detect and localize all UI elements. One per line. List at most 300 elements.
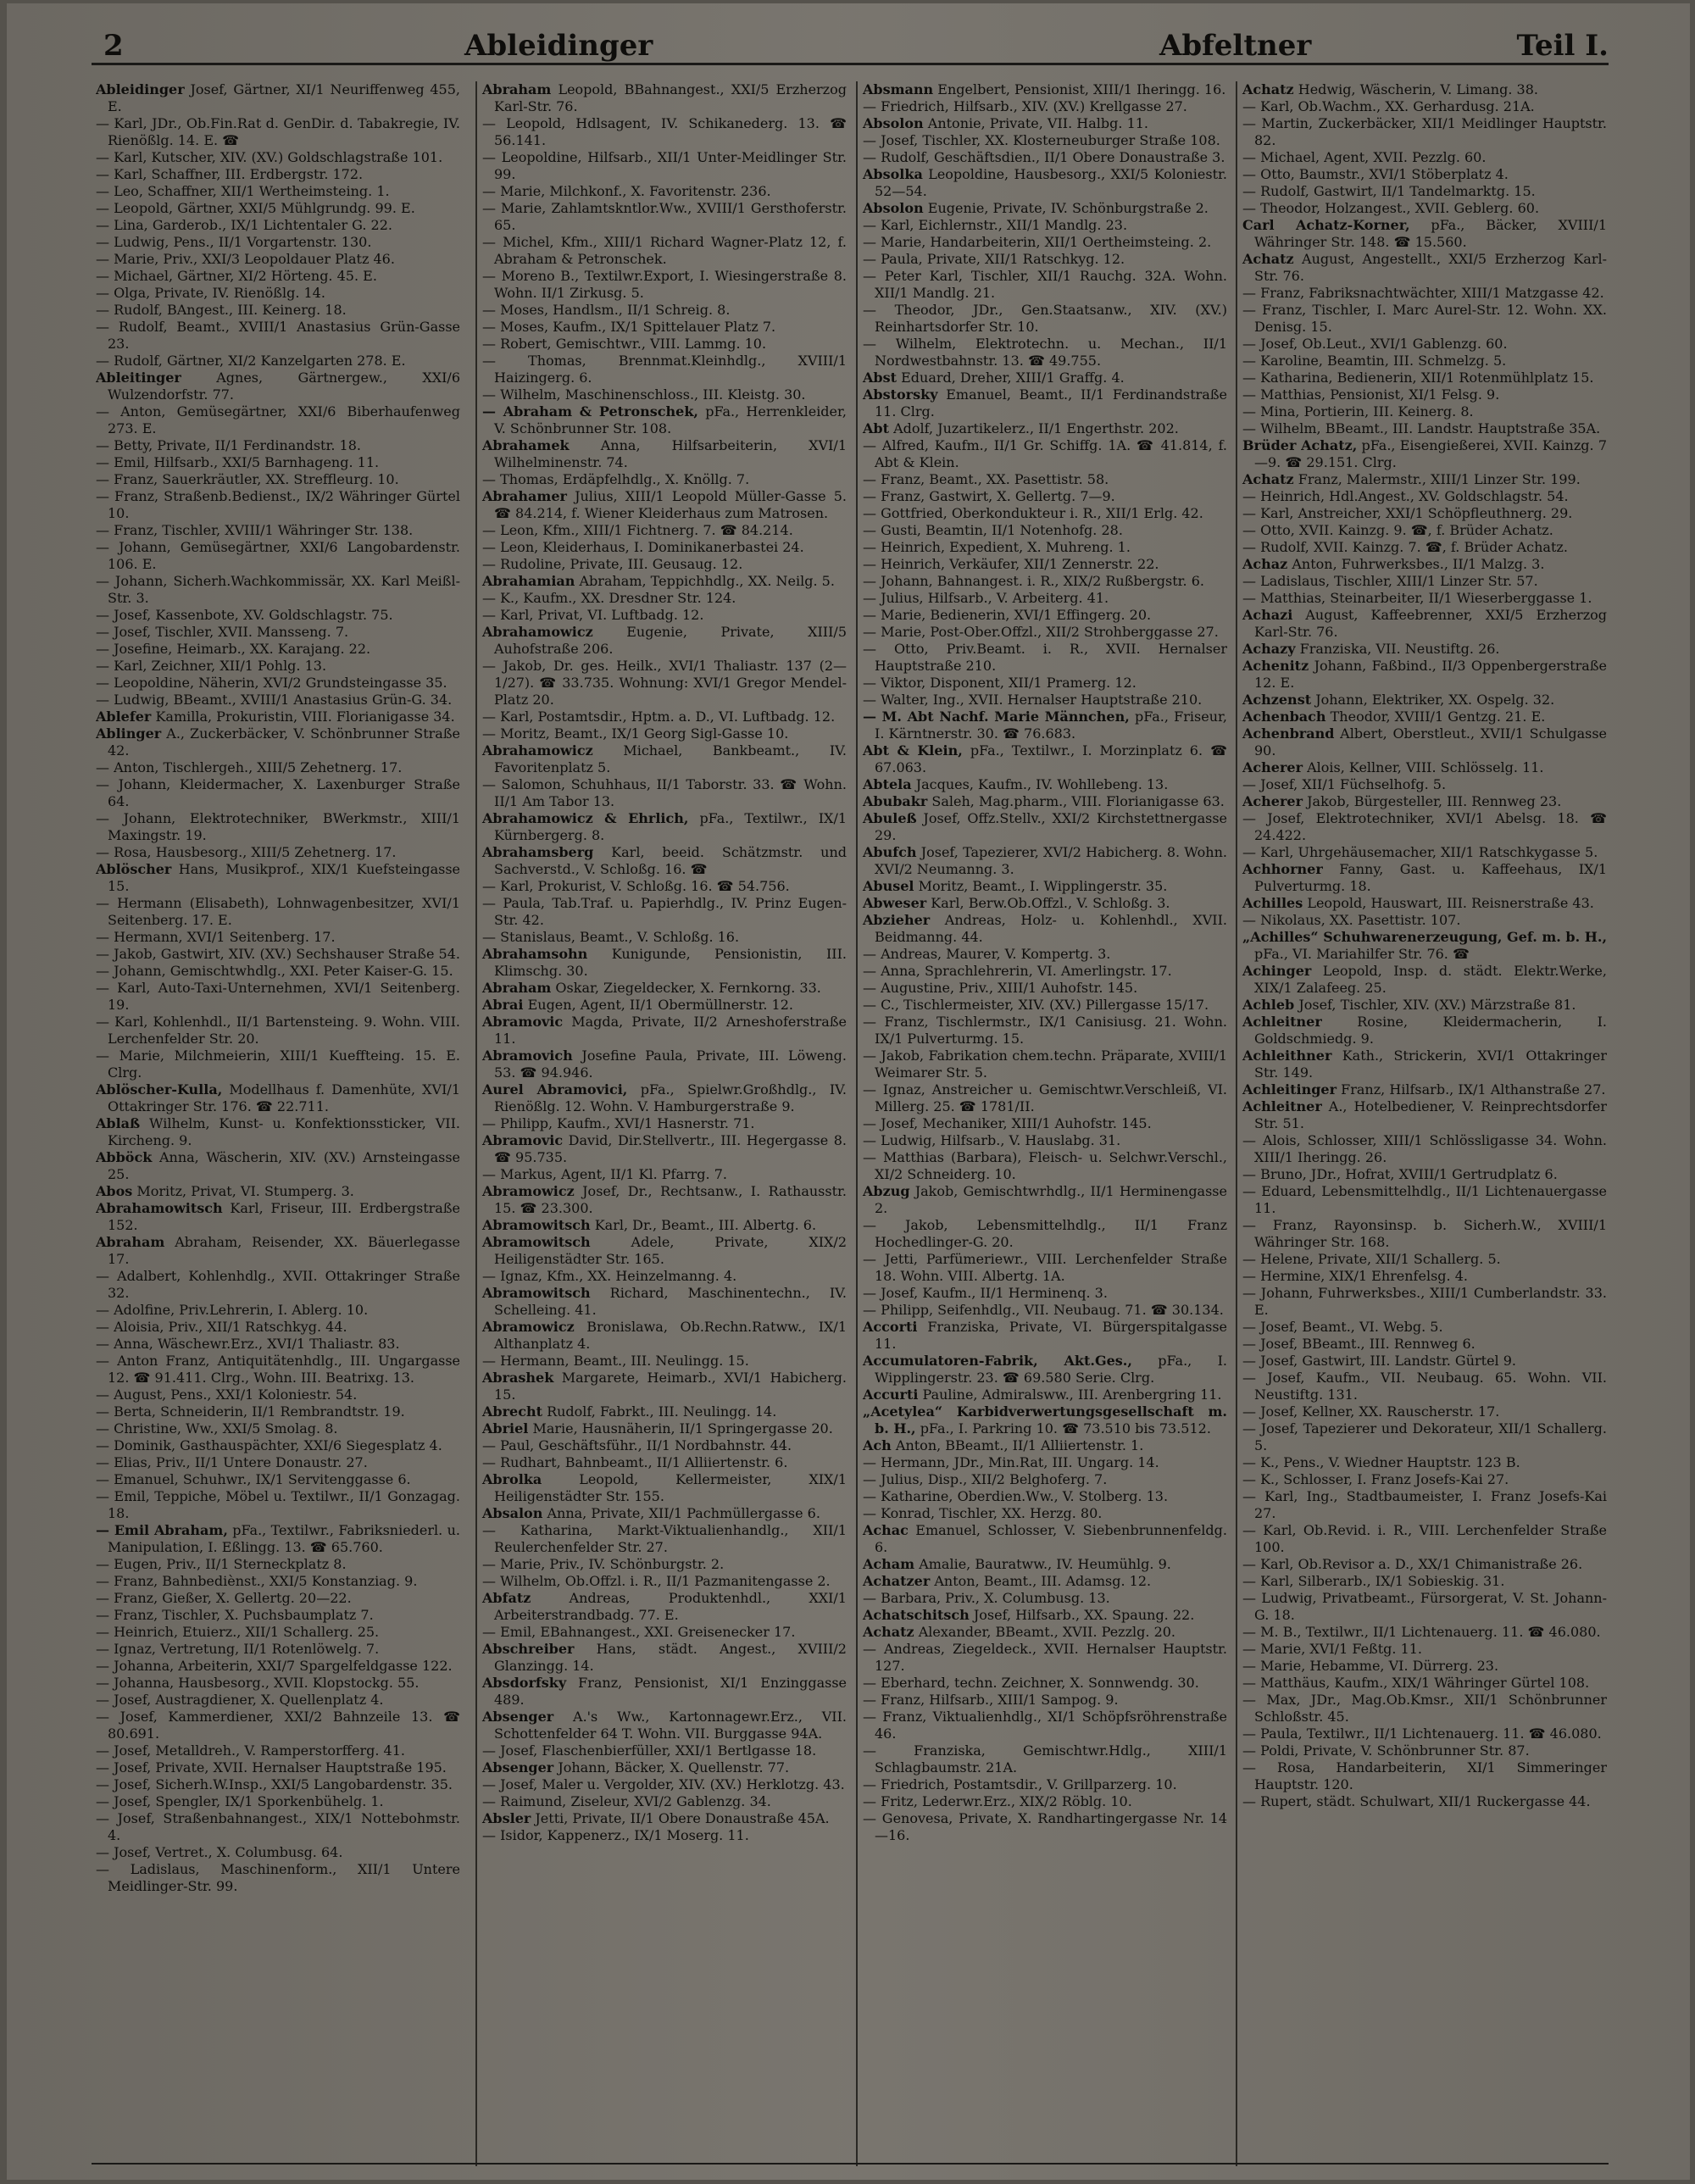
entry-details: — Leon, Kfm., XIII/1 Fichtnerg. 7. ☎ 84.214. bbox=[482, 522, 793, 538]
entry-details: — Leopold, Gärtner, XXI/5 Mühlgrundg. 99. E. bbox=[96, 200, 415, 216]
entry-details: Richard, Maschinentechn., IV. Schelleing. 41. bbox=[494, 1285, 847, 1318]
entry-surname: Achleitner bbox=[1242, 1098, 1322, 1114]
entry-details: — Max, JDr., Mag.Ob.Kmsr., XII/1 Schönbrunner Schloßstr. 45. bbox=[1242, 1692, 1607, 1725]
entry-details: — Eberhard, techn. Zeichner, X. Sonnwendg. 30. bbox=[863, 1675, 1199, 1691]
entry-details: — Rosa, Hausbesorg., XIII/5 Zehetnerg. 17. bbox=[96, 844, 397, 860]
entry-details: — Philipp, Kaufm., XVI/1 Hasnerstr. 71. bbox=[482, 1115, 755, 1131]
entry-surname: Achatz bbox=[1242, 471, 1294, 487]
directory-entry bbox=[863, 1624, 1227, 1641]
entry-surname: Achazi bbox=[1242, 607, 1293, 623]
directory-entry bbox=[96, 980, 460, 1014]
entry-details: Rudolf, Fabrkt., III. Neulingg. 14. bbox=[547, 1403, 777, 1420]
entry-details: — Wilhelm, Maschinenschloss., III. Kleistg. 30. bbox=[482, 386, 806, 403]
entry-details: — Franz, Bahnbediènst., XXI/5 Konstanziag. 9. bbox=[96, 1573, 418, 1589]
entry-details: — Marie, Handarbeiterin, XII/1 Oertheimsteing. 2. bbox=[863, 234, 1212, 250]
entry-surname: Abt bbox=[863, 420, 889, 436]
entry-details: Franz, Hilfsarb., IX/1 Althanstraße 27. bbox=[1341, 1081, 1606, 1098]
entry-details: — Josef, BBeamt., III. Rennweg 6. bbox=[1242, 1336, 1475, 1352]
directory-entry bbox=[863, 1454, 1227, 1471]
entry-details: — Johann, Bahnangest. i. R., XIX/2 Rußbergstr. 6. bbox=[863, 573, 1204, 589]
entry-details: — Josef, Private, XVII. Hernalser Hauptstraße 195. bbox=[96, 1759, 447, 1776]
entry-details: — Otto, Baumstr., XVI/1 Stöberplatz 4. bbox=[1242, 166, 1509, 182]
entry-details: Alois, Kellner, VIII. Schlösselg. 11. bbox=[1307, 759, 1544, 775]
entry-details: — Robert, Gemischtwr., VIII. Lammg. 10. bbox=[482, 336, 767, 352]
entry-surname: Abzieher bbox=[863, 912, 931, 928]
directory-entry bbox=[96, 403, 460, 437]
directory-entry bbox=[1242, 1285, 1607, 1319]
entry-details: — Karl, Silberarb., IX/1 Sobieskig. 31. bbox=[1242, 1573, 1505, 1589]
entry-details: Leopold, BBahnangest., XXI/5 Erzherzog Karl-Str. 76. bbox=[494, 81, 847, 114]
directory-entry bbox=[482, 624, 847, 658]
directory-entry bbox=[1242, 1590, 1607, 1624]
directory-entry bbox=[96, 1675, 460, 1692]
directory-entry bbox=[863, 590, 1227, 607]
entry-details: — Paula, Textilwr., II/1 Lichtenauerg. 11. ☎ 46.080. bbox=[1242, 1726, 1602, 1742]
entry-details: — Bruno, JDr., Hofrat, XVIII/1 Gertrudplatz 6. bbox=[1242, 1166, 1558, 1182]
directory-entry bbox=[96, 1387, 460, 1403]
entry-details: Magda, Private, II/2 Arneshoferstraße 11. bbox=[494, 1014, 847, 1047]
directory-entry bbox=[96, 1522, 460, 1556]
directory-entry bbox=[482, 1556, 847, 1573]
entry-details: — Karl, Ob.Revisor a. D., XX/1 Chimanistraße 26. bbox=[1242, 1556, 1583, 1572]
directory-entry bbox=[482, 234, 847, 268]
entry-surname: Abrashek bbox=[482, 1370, 554, 1386]
directory-entry bbox=[482, 1624, 847, 1641]
directory-entry bbox=[863, 1081, 1227, 1115]
directory-entry bbox=[96, 1353, 460, 1387]
entry-details: Albert, Oberstleut., XVII/1 Schulgasse 90. bbox=[1254, 725, 1607, 759]
directory-entry bbox=[863, 471, 1227, 488]
entry-details: — Emil, Teppiche, Möbel u. Textilwr., II/1 Gonzagag. 18. bbox=[96, 1488, 460, 1521]
directory-entry bbox=[1242, 1793, 1607, 1810]
directory-entry bbox=[482, 1014, 847, 1048]
entry-details: Eduard, Dreher, XIII/1 Graffg. 4. bbox=[901, 370, 1125, 386]
entry-details: — Rudolf, XVII. Kainzg. 7. ☎, f. Brüder Achatz. bbox=[1242, 539, 1568, 555]
entry-details: Julius, XIII/1 Leopold Müller-Gasse 5. ☎ 84.214, f. Wiener Kleiderhaus zum Matrosen. bbox=[494, 488, 847, 521]
directory-columns bbox=[96, 81, 1609, 2166]
directory-column-3 bbox=[856, 81, 1227, 2166]
entry-details: — Josef, Elektrotechniker, XVI/1 Abelsg. 18. ☎ 24.422. bbox=[1242, 810, 1607, 843]
directory-entry bbox=[863, 370, 1227, 386]
directory-entry bbox=[1242, 522, 1607, 539]
entry-details: — Lina, Garderob., IX/1 Lichtentaler G. 22. bbox=[96, 217, 392, 233]
entry-surname: Abrahamsberg bbox=[482, 844, 594, 860]
entry-details: Abraham, Reisender, XX. Bäuerlegasse 17. bbox=[108, 1234, 460, 1267]
entry-details: — Josef, Tischler, XVII. Mansseng. 7. bbox=[96, 624, 349, 640]
entry-surname: Abramovic bbox=[482, 1132, 564, 1148]
entry-details: — Josef, Kaufm., VII. Neubaug. 65. Wohn. VII. Neustiftg. 131. bbox=[1242, 1370, 1607, 1403]
entry-details: — Karl, Zeichner, XII/1 Pohlg. 13. bbox=[96, 658, 327, 674]
directory-entry bbox=[863, 742, 1227, 776]
entry-surname: Abramovic bbox=[482, 1014, 564, 1030]
entry-details: Antonie, Private, VII. Halbg. 11. bbox=[927, 115, 1149, 131]
directory-column-1 bbox=[96, 81, 460, 2166]
directory-entry bbox=[96, 115, 460, 149]
entry-surname: Abrahamian bbox=[482, 573, 575, 589]
directory-entry bbox=[96, 251, 460, 268]
directory-entry bbox=[96, 1420, 460, 1437]
directory-entry bbox=[863, 234, 1227, 251]
entry-details: — Olga, Private, IV. Rienößlg. 14. bbox=[96, 285, 325, 301]
directory-entry bbox=[96, 844, 460, 861]
directory-entry bbox=[1242, 1420, 1607, 1454]
entry-details: David, Dir.Stellvertr., III. Hegergasse 8. ☎ 95.735. bbox=[494, 1132, 847, 1165]
directory-entry bbox=[863, 912, 1227, 946]
entry-details: — Josef, Kassenbote, XV. Goldschlagstr. 75. bbox=[96, 607, 393, 623]
entry-details: Anna, Hilfsarbeiterin, XVI/1 Wilhelminenstr. 74. bbox=[494, 437, 847, 470]
entry-details: — Friedrich, Hilfsarb., XIV. (XV.) Krellgasse 27. bbox=[863, 98, 1187, 114]
entry-details: Pauline, Admiralsww., III. Arenbergring 11. bbox=[922, 1387, 1222, 1403]
entry-details: — Stanislaus, Beamt., V. Schloßg. 16. bbox=[482, 929, 740, 945]
entry-details: — Franz, Gastwirt, X. Gellertg. 7—9. bbox=[863, 488, 1115, 504]
entry-surname: Absler bbox=[482, 1810, 531, 1826]
directory-entry bbox=[482, 929, 847, 946]
entry-details: — Andreas, Ziegeldeck., XVII. Hernalser Hauptstr. 127. bbox=[863, 1641, 1227, 1674]
directory-entry bbox=[863, 1742, 1227, 1776]
directory-entry bbox=[96, 471, 460, 488]
directory-entry bbox=[863, 963, 1227, 980]
directory-entry bbox=[1242, 403, 1607, 420]
directory-entry bbox=[96, 234, 460, 251]
entry-surname: Achinger bbox=[1242, 963, 1312, 979]
directory-entry bbox=[96, 1403, 460, 1420]
directory-entry bbox=[482, 1268, 847, 1285]
entry-details: Marie, Hausnäherin, II/1 Springergasse 20. bbox=[532, 1420, 833, 1437]
entry-details: pFa., Textilwr., Fabriksniederl. u. Manipulation, I. Eßlingg. 13. ☎ 65.760. bbox=[108, 1522, 460, 1555]
entry-details: — Karl, Ob.Revid. i. R., VIII. Lerchenfelder Straße 100. bbox=[1242, 1522, 1607, 1555]
directory-entry bbox=[863, 386, 1227, 420]
directory-entry bbox=[1242, 437, 1607, 471]
directory-entry bbox=[1242, 1166, 1607, 1183]
directory-entry bbox=[1242, 1048, 1607, 1081]
directory-column-4 bbox=[1236, 81, 1607, 2166]
entry-details: Moritz, Beamt., I. Wipplingerstr. 35. bbox=[918, 878, 1168, 894]
entry-details: — Karl, JDr., Ob.Fin.Rat d. GenDir. d. Tabakregie, IV. Rienößlg. 14. E. ☎ bbox=[96, 115, 460, 148]
directory-entry bbox=[1242, 1522, 1607, 1556]
entry-details: — Karl, Privat, VI. Luftbadg. 12. bbox=[482, 607, 704, 623]
directory-entry bbox=[863, 1251, 1227, 1285]
directory-entry bbox=[1242, 539, 1607, 556]
directory-entry bbox=[482, 539, 847, 556]
directory-entry bbox=[482, 319, 847, 336]
directory-entry bbox=[1242, 725, 1607, 759]
entry-details: — Andreas, Maurer, V. Kompertg. 3. bbox=[863, 946, 1111, 962]
entry-details: Anna, Wäscherin, XIV. (XV.) Arnsteingasse 25. bbox=[108, 1149, 460, 1182]
entry-details: — K., Schlosser, I. Franz Josefs-Kai 27. bbox=[1242, 1471, 1509, 1487]
directory-entry bbox=[863, 1471, 1227, 1488]
directory-entry bbox=[863, 1437, 1227, 1454]
directory-entry bbox=[1242, 641, 1607, 658]
directory-entry bbox=[1242, 302, 1607, 336]
directory-entry bbox=[1242, 607, 1607, 641]
entry-details: — Berta, Schneiderin, II/1 Rembrandtstr. 19. bbox=[96, 1403, 405, 1420]
entry-details: Emanuel, Schlosser, V. Siebenbrunnenfeldg. 6. bbox=[875, 1522, 1227, 1555]
entry-details: — Ignaz, Kfm., XX. Heinzelmanng. 4. bbox=[482, 1268, 737, 1284]
directory-entry bbox=[482, 946, 847, 980]
directory-entry bbox=[1242, 1336, 1607, 1353]
directory-entry bbox=[482, 997, 847, 1014]
entry-details: — Leopoldine, Hilfsarb., XII/1 Unter-Meidlinger Str. 99. bbox=[482, 149, 847, 182]
directory-entry bbox=[1242, 251, 1607, 285]
entry-details: — Franz, Tischlermstr., IX/1 Canisiusg. 21. Wohn. IX/1 Pulverturmg. 15. bbox=[863, 1014, 1227, 1047]
entry-details: — Johann, Gemischtwhdlg., XXI. Peter Kaiser-G. 15. bbox=[96, 963, 453, 979]
directory-entry bbox=[96, 1488, 460, 1522]
entry-surname: Abramowitsch bbox=[482, 1234, 591, 1250]
entry-details: — Johann, Fuhrwerksbes., XIII/1 Cumberlandstr. 33. E. bbox=[1242, 1285, 1607, 1318]
entry-surname: Abrahamowitsch bbox=[96, 1200, 223, 1216]
entry-details: A., Zuckerbäcker, V. Schönbrunner Straße 42. bbox=[108, 725, 460, 759]
directory-entry bbox=[96, 1641, 460, 1658]
entry-surname: Abrahamer bbox=[482, 488, 567, 504]
entry-details: Adolf, Juzartikelerz., II/1 Engerthstr. 202. bbox=[893, 420, 1179, 436]
directory-entry bbox=[96, 895, 460, 929]
entry-details: — Anna, Wäschewr.Erz., XVI/1 Thaliastr. 83. bbox=[96, 1336, 400, 1352]
directory-entry bbox=[1242, 895, 1607, 912]
entry-details: — Karl, Kohlenhdl., II/1 Bartensteing. 9. Wohn. VIII. Lerchenfelder Str. 20. bbox=[96, 1014, 460, 1047]
entry-details: — Karl, Schaffner, III. Erdbergstr. 172. bbox=[96, 166, 364, 182]
directory-entry bbox=[1242, 183, 1607, 200]
directory-entry bbox=[1242, 1403, 1607, 1420]
entry-surname: — Abraham & Petronschek, bbox=[482, 403, 699, 420]
directory-entry bbox=[96, 166, 460, 183]
entry-details: — Karoline, Beamtin, III. Schmelzg. 5. bbox=[1242, 353, 1507, 369]
directory-entry bbox=[482, 895, 847, 929]
entry-details: — Peter Karl, Tischler, XII/1 Rauchg. 32A. Wohn. XII/1 Mandlg. 21. bbox=[863, 268, 1227, 301]
entry-details: pFa., VI. Mariahilfer Str. 76. ☎ bbox=[1254, 946, 1470, 962]
directory-entry bbox=[482, 183, 847, 200]
directory-entry bbox=[1242, 1454, 1607, 1471]
entry-details: — Johanna, Arbeiterin, XXI/7 Spargelfeldgasse 122. bbox=[96, 1658, 453, 1674]
entry-details: — Franz, Hilfsarb., XIII/1 Sampog. 9. bbox=[863, 1692, 1119, 1708]
directory-entry bbox=[482, 1166, 847, 1183]
entry-details: — Wilhelm, Elektrotechn. u. Mechan., II/1 Nordwestbahnstr. 13. ☎ 49.755. bbox=[863, 336, 1227, 369]
entry-details: — K., Kaufm., XX. Dresdner Str. 124. bbox=[482, 590, 736, 606]
entry-details: — Betty, Private, II/1 Ferdinandstr. 18. bbox=[96, 437, 361, 453]
directory-entry bbox=[482, 268, 847, 302]
entry-details: pFa., Friseur, I. Kärntnerstr. 30. ☎ 76.683. bbox=[875, 709, 1227, 742]
entry-surname: Achatz bbox=[1242, 81, 1294, 97]
entry-details: — Matthias, Pensionist, XI/1 Felsg. 9. bbox=[1242, 386, 1500, 403]
entry-details: — Gusti, Beamtin, II/1 Notenhofg. 28. bbox=[863, 522, 1123, 538]
entry-details: Leopold, Kellermeister, XIX/1 Heiligenstädter Str. 155. bbox=[494, 1471, 847, 1504]
directory-entry bbox=[863, 132, 1227, 149]
directory-entry bbox=[482, 1437, 847, 1454]
entry-surname: Carl Achatz-Korner, bbox=[1242, 217, 1410, 233]
directory-entry bbox=[1242, 658, 1607, 692]
entry-details: — Franz, Tischler, X. Puchsbaumplatz 7. bbox=[96, 1607, 374, 1623]
entry-details: — Augustine, Priv., XIII/1 Auhofstr. 145. bbox=[863, 980, 1138, 996]
entry-surname: Absenger bbox=[482, 1709, 554, 1725]
entry-details: — Franz, Fabriksnachtwächter, XIII/1 Matzgasse 42. bbox=[1242, 285, 1604, 301]
directory-entry bbox=[863, 675, 1227, 692]
directory-entry bbox=[96, 81, 460, 115]
directory-entry bbox=[482, 115, 847, 149]
entry-details: pFa., Bäcker, XVIII/1 Währinger Str. 148. ☎ 15.560. bbox=[1254, 217, 1607, 250]
entry-details: — Walter, Ing., XVII. Hernalser Hauptstraße 210. bbox=[863, 692, 1203, 708]
entry-details: Kamilla, Prokuristin, VIII. Florianigasse 34. bbox=[155, 709, 455, 725]
entry-surname: Achhorner bbox=[1242, 861, 1323, 877]
entry-details: — Karl, Anstreicher, XXI/1 Schöpfleuthnerg. 29. bbox=[1242, 505, 1573, 521]
entry-details: Modellhaus f. Damenhüte, XVI/1 Ottakringer Str. 176. ☎ 22.711. bbox=[108, 1081, 460, 1114]
entry-details: — Adalbert, Kohlenhdlg., XVII. Ottakringer Straße 32. bbox=[96, 1268, 460, 1301]
entry-surname: Abstorsky bbox=[863, 386, 938, 403]
directory-entry bbox=[1242, 861, 1607, 895]
directory-entry bbox=[482, 1641, 847, 1675]
directory-entry bbox=[482, 1471, 847, 1505]
entry-details: Hans, städt. Angest., XVIII/2 Glanzingg. 14. bbox=[494, 1641, 847, 1674]
directory-entry bbox=[863, 776, 1227, 793]
directory-entry bbox=[863, 1556, 1227, 1573]
directory-entry bbox=[1242, 1624, 1607, 1641]
entry-details: pFa., Textilwr., I. Morzinplatz 6. ☎ 67.063. bbox=[875, 742, 1227, 775]
entry-surname: Achac bbox=[863, 1522, 909, 1538]
entry-surname: Absenger bbox=[482, 1759, 554, 1776]
entry-details: Josef, Tischler, XIV. (XV.) Märzstraße 81. bbox=[1298, 997, 1576, 1013]
directory-entry bbox=[482, 1370, 847, 1403]
directory-entry bbox=[863, 810, 1227, 844]
directory-entry bbox=[1242, 1319, 1607, 1336]
directory-entry bbox=[863, 1387, 1227, 1403]
entry-details: — Ignaz, Vertretung, II/1 Rotenlöwelg. 7. bbox=[96, 1641, 380, 1657]
directory-entry bbox=[1242, 285, 1607, 302]
entry-details: — Ladislaus, Tischler, XIII/1 Linzer Str. 57. bbox=[1242, 573, 1538, 589]
entry-surname: Ablinger bbox=[96, 725, 162, 742]
entry-details: — Emil, Hilfsarb., XXI/5 Barnhageng. 11. bbox=[96, 454, 380, 470]
directory-entry bbox=[1242, 1759, 1607, 1793]
directory-entry bbox=[863, 946, 1227, 963]
directory-entry bbox=[96, 1759, 460, 1776]
directory-entry bbox=[96, 1471, 460, 1488]
entry-details: Fanny, Gast. u. Kaffeehaus, IX/1 Pulverturmg. 18. bbox=[1254, 861, 1607, 894]
directory-entry bbox=[482, 1319, 847, 1353]
entry-details: — Thomas, Erdäpfelhdlg., X. Knöllg. 7. bbox=[482, 471, 750, 487]
entry-details: — Aloisia, Priv., XII/1 Ratschkyg. 44. bbox=[96, 1319, 347, 1335]
entry-surname: Abweser bbox=[863, 895, 927, 911]
entry-details: — Eugen, Priv., II/1 Sterneckplatz 8. bbox=[96, 1556, 347, 1572]
directory-entry bbox=[96, 1048, 460, 1081]
directory-entry bbox=[96, 488, 460, 522]
entry-details: Jacques, Kaufm., IV. Wohllebeng. 13. bbox=[915, 776, 1169, 792]
entry-details: Eugenie, Private, IV. Schönburgstraße 2. bbox=[927, 200, 1209, 216]
entry-details: Karl, Berw.Ob.Offzl., V. Schloßg. 3. bbox=[931, 895, 1170, 911]
entry-details: — Jakob, Dr. ges. Heilk., XVI/1 Thaliastr. 137 (2—1/27). ☎ 33.735. Wohnung: XVI/1 Gregor Mendel-Platz 20. bbox=[482, 658, 847, 708]
entry-details: Bronislawa, Ob.Rechn.Ratww., IX/1 Althanplatz 4. bbox=[494, 1319, 847, 1352]
directory-entry bbox=[1242, 1488, 1607, 1522]
directory-entry bbox=[1242, 505, 1607, 522]
entry-details: — Josef, Gastwirt, III. Landstr. Gürtel 9. bbox=[1242, 1353, 1517, 1369]
directory-entry bbox=[863, 115, 1227, 132]
directory-entry bbox=[1242, 1353, 1607, 1370]
entry-details: — Johann, Gemüsegärtner, XXI/6 Langobardenstr. 106. E. bbox=[96, 539, 460, 572]
entry-surname: Absolon bbox=[863, 200, 924, 216]
entry-details: — Poldi, Private, V. Schönbrunner Str. 87. bbox=[1242, 1742, 1530, 1759]
entry-details: Theodor, XVIII/1 Gentzg. 21. E. bbox=[1330, 709, 1546, 725]
entry-details: — Heinrich, Hdl.Angest., XV. Goldschlagstr. 54. bbox=[1242, 488, 1569, 504]
directory-entry bbox=[863, 980, 1227, 997]
directory-entry bbox=[482, 1742, 847, 1759]
right-running-head: Abfeltner bbox=[1159, 29, 1312, 63]
directory-entry bbox=[482, 1285, 847, 1319]
entry-details: — Moses, Kaufm., IX/1 Spittelauer Platz 7. bbox=[482, 319, 776, 335]
directory-entry bbox=[96, 1200, 460, 1234]
entry-details: Andreas, Produktenhdl., XXI/1 Arbeiterstrandbadg. 77. E. bbox=[494, 1590, 847, 1623]
entry-details: — Elias, Priv., II/1 Untere Donaustr. 27. bbox=[96, 1454, 368, 1470]
directory-entry bbox=[482, 149, 847, 183]
directory-entry bbox=[863, 1149, 1227, 1183]
entry-surname: Absmann bbox=[863, 81, 934, 97]
directory-entry bbox=[863, 607, 1227, 624]
directory-entry bbox=[863, 1505, 1227, 1522]
entry-details: — Hermine, XIX/1 Ehrenfelsg. 4. bbox=[1242, 1268, 1468, 1284]
entry-surname: Abrolka bbox=[482, 1471, 542, 1487]
entry-details: Engelbert, Pensionist, XIII/1 Iheringg. 16. bbox=[937, 81, 1226, 97]
entry-details: Michael, Bankbeamt., IV. Favoritenplatz 5. bbox=[494, 742, 847, 775]
entry-details: Karl, beeid. Schätzmstr. und Sachverstd., V. Schloßg. 16. ☎ bbox=[494, 844, 847, 877]
directory-entry bbox=[1242, 386, 1607, 403]
directory-entry bbox=[863, 1183, 1227, 1217]
entry-details: — Leo, Schaffner, XII/1 Wertheimsteing. 1. bbox=[96, 183, 390, 199]
entry-details: — Emanuel, Schuhwr., IX/1 Servitenggasse 6. bbox=[96, 1471, 411, 1487]
directory-entry bbox=[1242, 573, 1607, 590]
entry-surname: Abrahamek bbox=[482, 437, 570, 453]
entry-details: — Anton, Tischlergeh., XIII/5 Zehetnerg. 17. bbox=[96, 759, 403, 775]
directory-entry bbox=[96, 200, 460, 217]
entry-details: — Anton Franz, Antiquitätenhdlg., III. Ungargasse 12. ☎ 91.411. Clrg., Wohn. III. Beatrixg. 13. bbox=[96, 1353, 460, 1386]
entry-details: — Nikolaus, XX. Pasettistr. 107. bbox=[1242, 912, 1461, 928]
directory-entry bbox=[1242, 370, 1607, 386]
entry-details: Margarete, Heimarb., XVI/1 Habicherg. 15. bbox=[494, 1370, 847, 1403]
entry-details: — Wilhelm, Ob.Offzl. i. R., II/1 Pazmanitengasse 2. bbox=[482, 1573, 831, 1589]
directory-entry bbox=[1242, 793, 1607, 810]
entry-details: — Alfred, Kaufm., II/1 Gr. Schiffg. 1A. ☎ 41.814, f. Abt & Klein. bbox=[863, 437, 1227, 470]
entry-details: — Julius, Hilfsarb., V. Arbeiterg. 41. bbox=[863, 590, 1109, 606]
directory-page bbox=[7, 3, 1690, 2180]
entry-details: Josef, Dr., Rechtsanw., I. Rathausstr. 15. ☎ 23.300. bbox=[494, 1183, 847, 1216]
entry-details: — Moritz, Beamt., IX/1 Georg Sigl-Gasse 10. bbox=[482, 725, 789, 742]
entry-details: — Thomas, Brennmat.Kleinhdlg., XVIII/1 Haizingerg. 6. bbox=[482, 353, 847, 386]
directory-entry bbox=[1242, 1098, 1607, 1132]
entry-details: A., Hotelbediener, V. Reinprechtsdorfer Str. 51. bbox=[1254, 1098, 1607, 1131]
directory-entry bbox=[482, 878, 847, 895]
directory-entry bbox=[482, 1403, 847, 1420]
directory-entry bbox=[863, 1709, 1227, 1742]
entry-details: Kunigunde, Pensionistin, III. Klimschg. 30. bbox=[494, 946, 847, 979]
directory-entry bbox=[96, 641, 460, 658]
entry-surname: Acherer bbox=[1242, 759, 1303, 775]
entry-details: — Josef, Mechaniker, XIII/1 Auhofstr. 145. bbox=[863, 1115, 1152, 1131]
entry-surname: Abrecht bbox=[482, 1403, 542, 1420]
entry-details: — Marie, XVI/1 Feßtg. 11. bbox=[1242, 1641, 1423, 1657]
entry-details: Adele, Private, XIX/2 Heiligenstädter Str. 165. bbox=[494, 1234, 847, 1267]
entry-details: Josef, Hilfsarb., XX. Spaung. 22. bbox=[973, 1607, 1195, 1623]
directory-entry bbox=[96, 370, 460, 403]
entry-details: — Emil, EBahnangest., XXI. Greisenecker 17. bbox=[482, 1624, 796, 1640]
entry-details: Anton, Beamt., III. Adamsg. 12. bbox=[934, 1573, 1152, 1589]
directory-entry bbox=[863, 692, 1227, 709]
entry-details: — Otto, XVII. Kainzg. 9. ☎, f. Brüder Achatz. bbox=[1242, 522, 1553, 538]
entry-surname: Accurti bbox=[863, 1387, 919, 1403]
entry-details: — Rosa, Handarbeiterin, XI/1 Simmeringer Hauptstr. 120. bbox=[1242, 1759, 1607, 1792]
entry-details: — Philipp, Seifenhdlg., VII. Neubaug. 71. ☎ 30.134. bbox=[863, 1302, 1224, 1318]
entry-details: — Gottfried, Oberkondukteur i. R., XII/1 Erlg. 42. bbox=[863, 505, 1203, 521]
directory-entry bbox=[482, 1132, 847, 1166]
entry-details: — Paula, Tab.Traf. u. Papierhdlg., IV. Prinz Eugen-Str. 42. bbox=[482, 895, 847, 928]
entry-surname: Abramovich bbox=[482, 1048, 573, 1064]
entry-details: Johann, Faßbind., II/3 Oppenbergerstraße 12. E. bbox=[1254, 658, 1607, 691]
directory-entry bbox=[863, 895, 1227, 912]
directory-entry bbox=[482, 1793, 847, 1810]
directory-entry bbox=[96, 624, 460, 641]
